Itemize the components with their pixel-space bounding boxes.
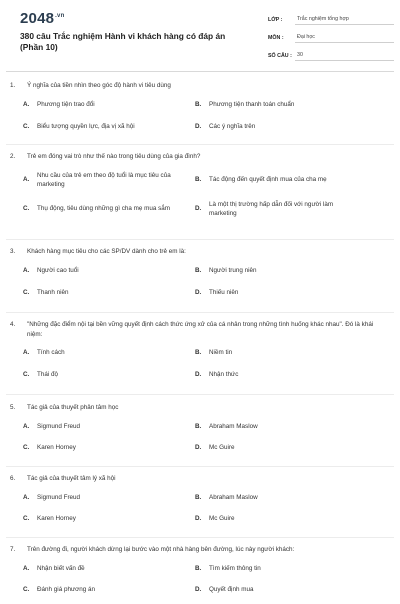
option-d[interactable] — [195, 514, 367, 523]
option-letter: D. — [195, 288, 202, 296]
question-body: Tác giả của thuyết phân tâm học — [27, 404, 119, 411]
option-letter: A. — [23, 176, 30, 183]
option-letter: C. — [23, 371, 30, 378]
option-c[interactable] — [23, 514, 195, 523]
question-5 — [6, 403, 394, 462]
option-a[interactable] — [23, 266, 195, 275]
options — [23, 422, 394, 452]
option-letter: A. — [23, 493, 30, 501]
options — [23, 171, 394, 218]
option-letter: B. — [195, 176, 202, 183]
options — [23, 348, 394, 379]
option-letter: B. — [195, 564, 202, 572]
option-letter: A. — [23, 100, 30, 108]
option-letter: D. — [195, 443, 202, 451]
meta-label: MÔN : — [268, 35, 284, 41]
logo-text: 2048 — [20, 10, 55, 27]
option-text: Phương tiện trao đổi — [37, 100, 95, 108]
question-number: 5. — [10, 404, 16, 411]
option-text: Thanh niên — [37, 288, 69, 296]
option-d[interactable] — [195, 122, 367, 131]
option-letter: B. — [195, 349, 202, 356]
question-body: Tác giả của thuyết tâm lý xã hội — [27, 475, 116, 482]
option-letter: C. — [23, 585, 30, 593]
logo-suffix: .vn — [55, 13, 65, 19]
option-text: Thái độ — [37, 371, 59, 378]
question-separator — [6, 239, 394, 240]
option-c[interactable] — [23, 370, 195, 379]
option-letter: B. — [195, 422, 202, 430]
option-text: Niềm tin — [209, 349, 233, 356]
option-text: Karen Horney — [37, 514, 76, 522]
option-text: Abraham Maslow — [209, 422, 258, 430]
option-text: Tìm kiếm thông tin — [209, 564, 261, 572]
option-text: Sigmund Freud — [37, 422, 81, 430]
option-text: Nhận thức — [209, 371, 239, 378]
option-text: Nhu cầu của trẻ em theo độ tuổi là mục tiêu của marketing — [37, 171, 171, 188]
header-divider — [6, 71, 394, 72]
option-text: Người cao tuổi — [37, 266, 79, 274]
meta-value: 30 — [295, 52, 394, 61]
option-text: Tính cách — [37, 349, 65, 356]
question-text — [6, 81, 394, 91]
question-number: 6. — [10, 475, 16, 482]
question-text — [6, 403, 394, 413]
option-text: Nhận biết vấn đề — [37, 564, 85, 572]
option-b[interactable] — [195, 564, 367, 573]
question-4 — [6, 320, 394, 389]
option-d[interactable] — [195, 200, 367, 218]
quiz-meta — [268, 12, 394, 66]
meta-row-count — [268, 48, 394, 61]
question-number: 4. — [10, 321, 16, 328]
option-a[interactable] — [23, 493, 195, 502]
question-text — [6, 474, 394, 484]
option-text: Mc Guire — [209, 514, 235, 522]
option-text: Tác động đến quyết định mua của cha mẹ — [209, 176, 327, 183]
option-letter: C. — [23, 288, 30, 296]
question-1 — [6, 81, 394, 141]
option-letter: D. — [195, 371, 202, 378]
question-separator — [6, 537, 394, 538]
question-text — [6, 247, 394, 257]
option-letter: D. — [195, 122, 202, 130]
option-text: Đánh giá phương án — [37, 585, 96, 593]
meta-value: Trắc nghiệm tổng hợp — [295, 16, 394, 25]
option-letter: A. — [23, 349, 30, 356]
option-c[interactable] — [23, 585, 195, 594]
option-letter: A. — [23, 266, 30, 274]
option-letter: B. — [195, 100, 202, 108]
option-b[interactable] — [195, 100, 367, 109]
option-d[interactable] — [195, 443, 367, 452]
question-6 — [6, 474, 394, 533]
question-separator — [6, 312, 394, 313]
question-separator — [6, 394, 394, 395]
option-a[interactable] — [23, 100, 195, 109]
question-body: "Những đặc điểm nội tại bền vững quyết định cách thức ứng xử của cá nhân trong những tình huống khác nhau". Đó là khái niệm: — [27, 321, 374, 338]
option-letter: C. — [23, 514, 30, 522]
option-text: Sigmund Freud — [37, 493, 81, 501]
options — [23, 564, 394, 594]
meta-label: LỚP : — [268, 17, 283, 23]
meta-label: SỐ CÂU : — [268, 53, 292, 59]
option-b[interactable] — [195, 266, 367, 275]
option-c[interactable] — [23, 288, 195, 297]
page-title: 380 câu Trắc nghiệm Hành vi khách hàng có đáp án (Phần 10) — [20, 31, 226, 52]
option-text: Thiếu niên — [209, 288, 239, 296]
question-separator — [6, 466, 394, 467]
option-a[interactable] — [23, 564, 195, 573]
option-letter: C. — [23, 443, 30, 451]
option-text: Người trung niên — [209, 266, 257, 274]
option-letter: C. — [23, 122, 30, 130]
option-text: Mc Guire — [209, 443, 235, 451]
option-letter: B. — [195, 493, 202, 501]
question-number: 2. — [10, 153, 16, 160]
page-header — [14, 0, 386, 70]
option-b[interactable] — [195, 171, 367, 189]
option-c[interactable] — [23, 122, 195, 131]
option-d[interactable] — [195, 288, 367, 297]
options — [23, 100, 394, 131]
option-text: Biểu tượng quyền lực, địa vị xã hội — [37, 122, 135, 130]
option-text: Abraham Maslow — [209, 493, 258, 501]
option-text: Karen Horney — [37, 443, 76, 451]
question-number: 3. — [10, 248, 16, 255]
option-b[interactable] — [195, 422, 367, 431]
option-a[interactable] — [23, 171, 195, 189]
options — [23, 493, 394, 523]
option-a[interactable] — [23, 422, 195, 431]
options — [23, 266, 394, 297]
question-text — [6, 545, 394, 555]
option-c[interactable] — [23, 200, 195, 218]
question-body: Khách hàng mục tiêu cho các SP/DV dành cho trẻ em là: — [27, 248, 186, 255]
meta-row-class — [268, 12, 394, 25]
option-text: Phương tiện thanh toán chuẩn — [209, 100, 295, 108]
question-body: Ý nghĩa của tiền nhìn theo góc độ hành vi tiêu dùng — [27, 82, 171, 89]
question-body: Trên đường đi, người khách dừng lại bước vào một nhà hàng bên đường, lúc này người khách: — [27, 546, 295, 553]
option-d[interactable] — [195, 370, 367, 379]
option-c[interactable] — [23, 443, 195, 452]
option-b[interactable] — [195, 348, 367, 357]
question-text — [6, 152, 394, 162]
option-text: Là một thị trường hấp dẫn đối với người làm marketing — [209, 200, 334, 217]
option-text: Quyết định mua — [209, 585, 254, 593]
option-letter: C. — [23, 205, 30, 212]
question-2 — [6, 152, 394, 228]
question-number: 1. — [10, 82, 16, 89]
question-3 — [6, 247, 394, 307]
option-letter: D. — [195, 205, 202, 212]
option-letter: D. — [195, 514, 202, 522]
question-number: 7. — [10, 546, 16, 553]
option-d[interactable] — [195, 585, 367, 594]
option-letter: D. — [195, 585, 202, 593]
meta-row-subject — [268, 30, 394, 43]
option-text: Thụ động, tiêu dùng những gì cha mẹ mua sắm — [37, 205, 171, 212]
option-letter: A. — [23, 564, 30, 572]
option-letter: A. — [23, 422, 30, 430]
question-7 — [6, 545, 394, 604]
option-text: Các ý nghĩa trên — [209, 122, 256, 130]
question-text — [6, 320, 394, 339]
question-body: Trẻ em đóng vai trò như thế nào trong tiêu dùng của gia đình? — [27, 153, 201, 160]
site-logo[interactable] — [20, 10, 64, 27]
option-letter: B. — [195, 266, 202, 274]
option-a[interactable] — [23, 348, 195, 357]
question-separator — [6, 144, 394, 145]
meta-value: Đại học — [295, 34, 394, 43]
option-b[interactable] — [195, 493, 367, 502]
